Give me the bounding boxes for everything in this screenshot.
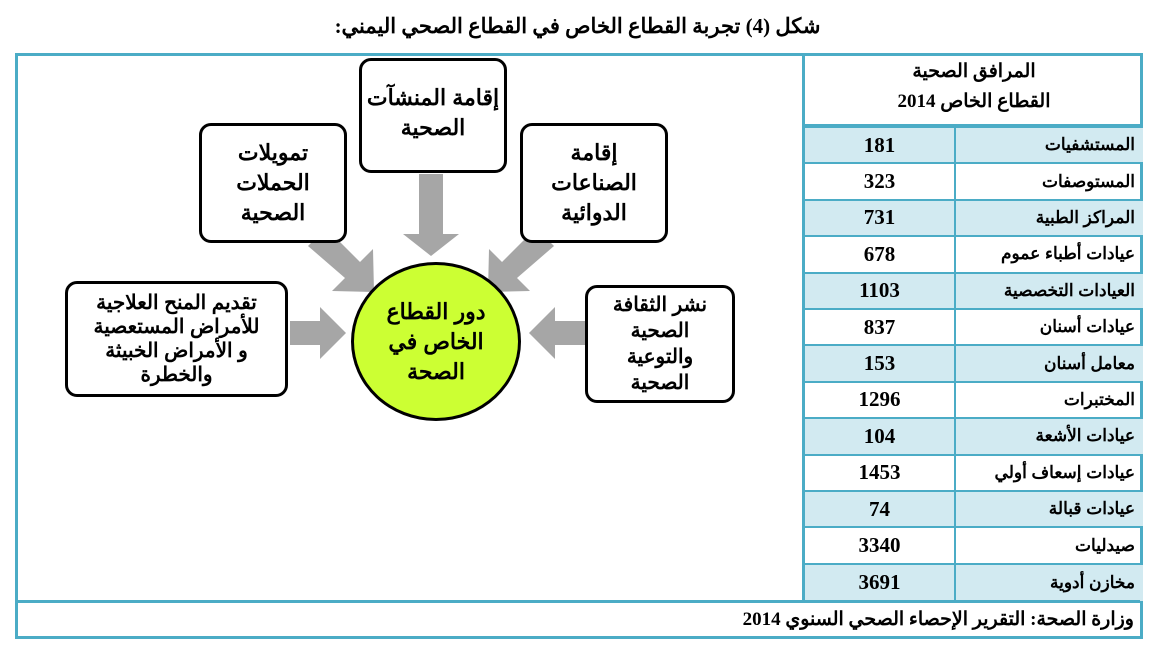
row-value: 678 (805, 237, 956, 271)
row-value: 74 (805, 492, 956, 526)
center-circle (351, 262, 521, 421)
center-line: الخاص في (388, 328, 484, 354)
box-line: الصحية (400, 115, 466, 140)
box-line: إقامة (570, 140, 618, 165)
row-label: عيادات إسعاف أولي (994, 462, 1135, 482)
table-row (802, 528, 1143, 564)
row-value: 1103 (805, 274, 956, 308)
row-label: العيادات التخصصية (1003, 280, 1135, 300)
row-label: عيادات أطباء عموم (1000, 244, 1135, 264)
row-value: 153 (805, 346, 956, 380)
row-label: مخازن أدوية (1049, 572, 1135, 592)
box-line: الصناعات (551, 170, 637, 195)
table-row (802, 310, 1143, 346)
table-header (802, 53, 1143, 124)
source-footer: وزارة الصحة: التقرير الإحصاء الصحي السنوي 2014 (18, 600, 1140, 636)
table-row (802, 201, 1143, 237)
box-pharma-industries (520, 123, 668, 243)
box-line: الحملات (236, 170, 310, 195)
box-health-campaigns-funding (199, 123, 347, 243)
center-line: الصحة (407, 358, 465, 384)
box-line: الصحية (630, 320, 690, 342)
table-row (802, 383, 1143, 419)
row-label: عيادات أسنان (1039, 317, 1135, 337)
role-diagram (18, 56, 802, 600)
row-value: 1296 (805, 383, 956, 417)
row-value: 181 (805, 128, 956, 162)
arrow-right-icon (290, 307, 346, 359)
table-row (802, 346, 1143, 382)
row-label: المختبرات (1063, 389, 1135, 409)
row-label: المستوصفات (1041, 171, 1135, 191)
row-label: المراكز الطبية (1035, 207, 1135, 227)
table-header-line: المرافق الصحية (912, 61, 1036, 82)
box-line: والتوعية (626, 346, 694, 368)
table-row (802, 419, 1143, 455)
figure-title: شكل (4) تجربة القطاع الخاص في القطاع الصحي اليمني: (334, 14, 821, 38)
box-health-facilities (359, 58, 507, 173)
box-line: و الأمراض الخبيثة (105, 340, 248, 362)
row-label: المستشفيات (1044, 135, 1135, 155)
row-value: 3340 (805, 528, 956, 562)
box-line: تقديم المنح العلاجية (96, 292, 257, 314)
row-value: 731 (805, 201, 956, 235)
row-label: عيادات الأشعة (1035, 426, 1135, 446)
row-value: 3691 (805, 565, 956, 601)
box-line: الصحية (630, 372, 690, 394)
box-line: إقامة المنشآت (366, 85, 500, 110)
table-row (802, 164, 1143, 200)
table-row (802, 128, 1143, 164)
box-line: الصحية (240, 200, 306, 225)
table-row (802, 456, 1143, 492)
box-line: للأمراض المستعصية (93, 316, 260, 338)
row-value: 837 (805, 310, 956, 344)
table-row (802, 274, 1143, 310)
row-label: صيدليات (1075, 535, 1135, 555)
box-line: تمويلات (237, 140, 309, 165)
box-line: الدوائية (561, 200, 627, 225)
box-line: نشر الثقافة (612, 294, 708, 316)
row-label: عيادات قبالة (1048, 499, 1135, 519)
row-label: معامل أسنان (1044, 353, 1135, 373)
center-line: دور القطاع (386, 298, 486, 324)
row-value: 1453 (805, 456, 956, 490)
row-value: 323 (805, 164, 956, 198)
box-health-awareness (585, 285, 735, 403)
table-row (802, 492, 1143, 528)
table-header-line: القطاع الخاص 2014 (897, 91, 1051, 112)
arrow-down-icon (403, 174, 459, 256)
arrow-left-icon (529, 307, 585, 359)
table-row (802, 565, 1143, 601)
table-row (802, 237, 1143, 273)
box-treatment-grants (65, 281, 288, 397)
row-value: 104 (805, 419, 956, 453)
box-line: والخطرة (140, 364, 213, 386)
